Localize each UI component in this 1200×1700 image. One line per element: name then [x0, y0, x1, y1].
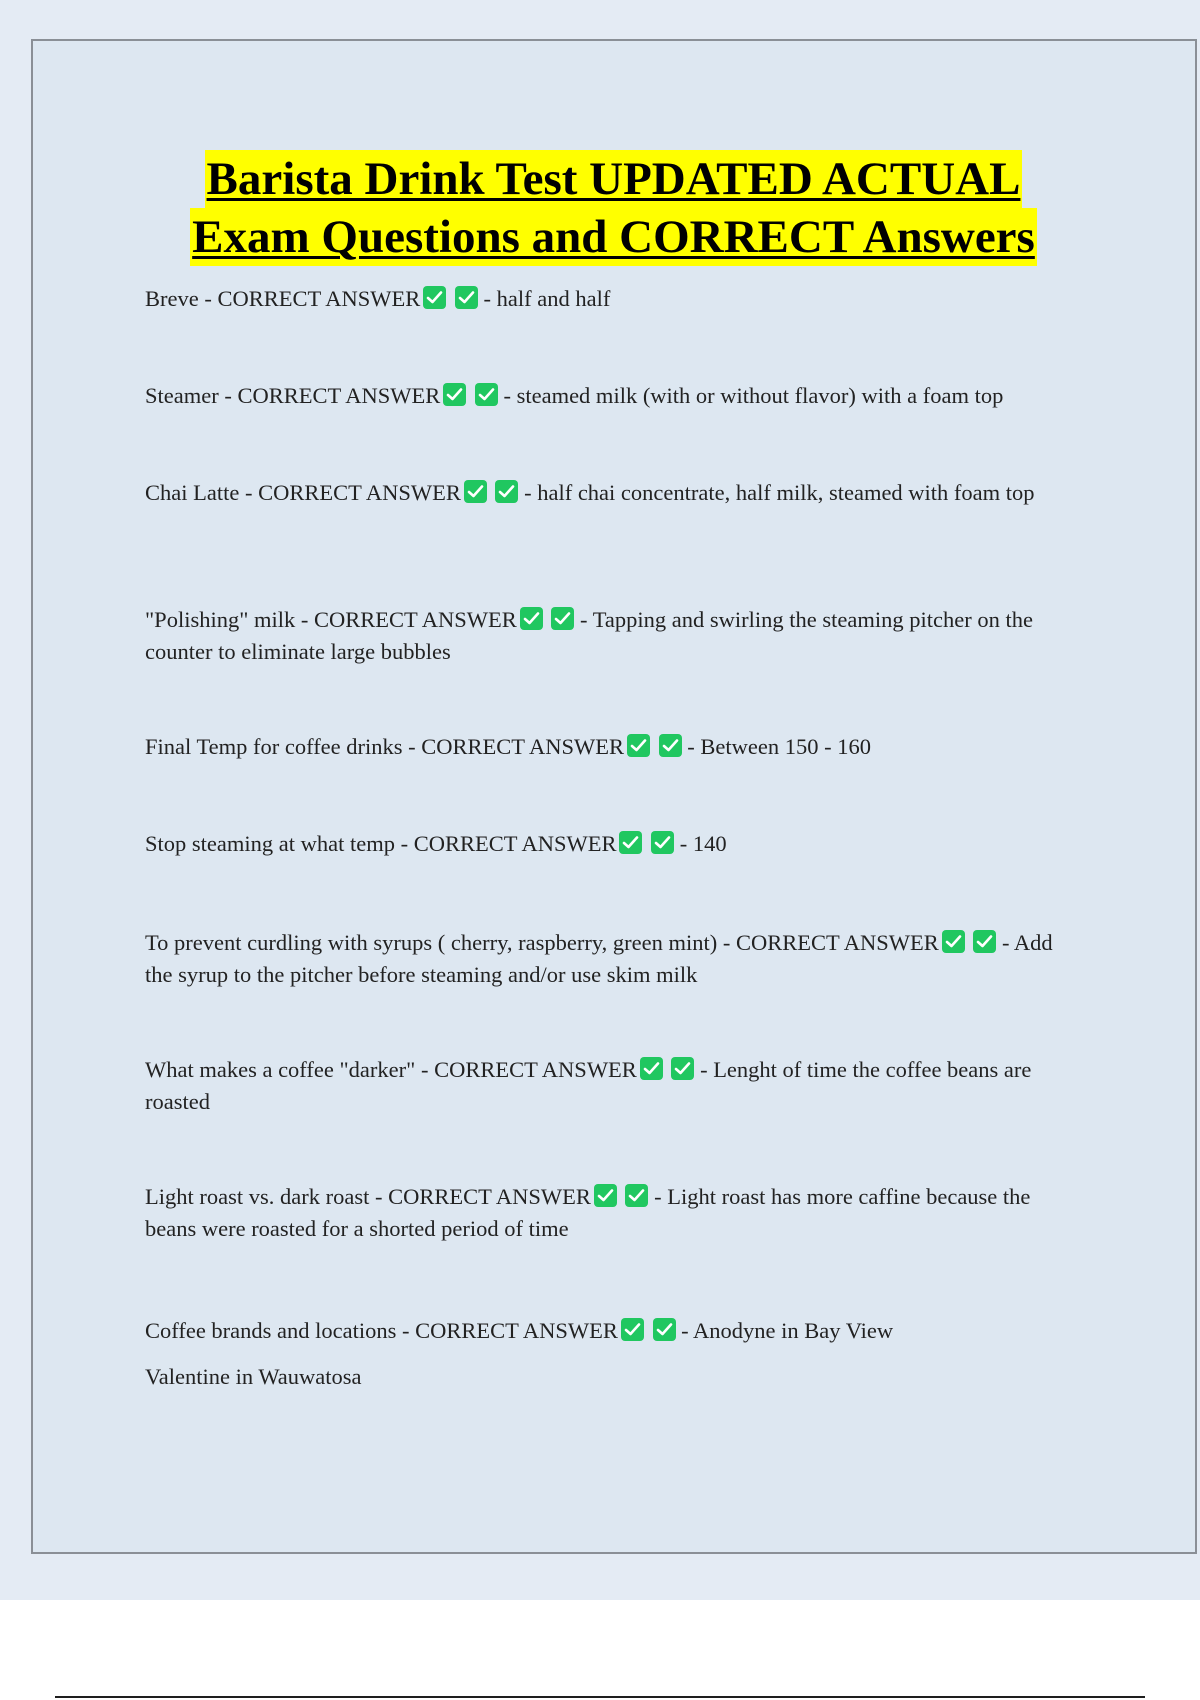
qa-tag: CORRECT ANSWER [217, 286, 421, 311]
qa-item-6: Stop steaming at what temp - CORRECT ANSWER - 140 [145, 831, 727, 856]
qa-question: To prevent curdling with syrups ( cherry, raspberry, green mint) [145, 930, 718, 955]
qa-item-1: Breve - CORRECT ANSWER - half and half [145, 286, 611, 311]
check-box-icon [423, 286, 446, 309]
check-box-icon [443, 383, 466, 406]
qa-item-9: Light roast vs. dark roast - CORRECT ANSWER - Light roast has more caffine because the beans were roasted for a shorted period of time [145, 1184, 1031, 1241]
check-box-icon [551, 607, 574, 630]
qa-answer: Add the syrup to the pitcher before steaming and/or use skim milk [145, 930, 1053, 987]
qa-answer: Light roast has more caffine because the beans were roasted for a shorted period of time [145, 1184, 1031, 1241]
check-box-icon [651, 831, 674, 854]
qa-item-5: Final Temp for coffee drinks - CORRECT ANSWER - Between 150 - 160 [145, 734, 871, 759]
check-box-icon [625, 1184, 648, 1207]
document-title [0, 150, 1200, 266]
qa-tag: CORRECT ANSWER [237, 383, 441, 408]
bottom-divider [55, 1696, 1145, 1698]
qa-tag: CORRECT ANSWER [258, 480, 461, 505]
qa-item-4: "Polishing" milk - CORRECT ANSWER - Tapping and swirling the steaming pitcher on the counter to eliminate large bubbles [145, 607, 1033, 664]
check-box-icon [973, 930, 996, 953]
check-box-icon [627, 734, 650, 757]
check-box-icon [520, 607, 543, 630]
qa-answer: 140 [692, 831, 727, 856]
qa-question: Stop steaming at what temp [145, 831, 395, 856]
qa-item-7: To prevent curdling with syrups ( cherry, raspberry, green mint) - CORRECT ANSWER - Add the syrup to the pitcher before steaming and/or use skim milk [145, 930, 1053, 987]
title-line-2: Exam Questions and CORRECT Answers [190, 208, 1037, 266]
check-box-icon [671, 1057, 694, 1080]
qa-tag: CORRECT ANSWER [413, 831, 617, 856]
check-box-icon [619, 831, 642, 854]
qa-item-10: Coffee brands and locations - CORRECT ANSWER - Anodyne in Bay View Valentine in Wauwatosa [145, 1318, 894, 1389]
qa-question: What makes a coffee "darker" [145, 1057, 416, 1082]
qa-answer-extra: Valentine in Wauwatosa [145, 1364, 362, 1389]
qa-answer: Lenght of time the coffee beans are roasted [145, 1057, 1032, 1114]
check-box-icon [475, 383, 498, 406]
qa-answer: Anodyne in Bay View [693, 1318, 894, 1343]
qa-question: Steamer [145, 383, 219, 408]
check-box-icon [653, 1318, 676, 1341]
qa-answer: half and half [496, 286, 611, 311]
qa-tag: CORRECT ANSWER [388, 1184, 591, 1209]
qa-question: Light roast vs. dark roast [145, 1184, 370, 1209]
qa-tag: CORRECT ANSWER [434, 1057, 637, 1082]
qa-answer: Between 150 - 160 [700, 734, 871, 759]
check-box-icon [464, 480, 487, 503]
qa-tag: CORRECT ANSWER [314, 607, 517, 632]
check-box-icon [594, 1184, 617, 1207]
qa-answer: Tapping and swirling the steaming pitcher on the counter to eliminate large bubbles [145, 607, 1033, 664]
qa-question: Final Temp for coffee drinks [145, 734, 403, 759]
check-box-icon [659, 734, 682, 757]
check-box-icon [621, 1318, 644, 1341]
check-box-icon [640, 1057, 663, 1080]
qa-item-2: Steamer - CORRECT ANSWER - steamed milk (with or without flavor) with a foam top [145, 383, 1004, 408]
check-box-icon [495, 480, 518, 503]
qa-question: Coffee brands and locations [145, 1318, 397, 1343]
qa-question: Chai Latte [145, 480, 240, 505]
check-box-icon [455, 286, 478, 309]
qa-tag: CORRECT ANSWER [421, 734, 625, 759]
qa-tag: CORRECT ANSWER [735, 930, 939, 955]
qa-answer: steamed milk (with or without flavor) with a foam top [516, 383, 1004, 408]
check-box-icon [942, 930, 965, 953]
qa-item-8: What makes a coffee "darker" - CORRECT ANSWER - Lenght of time the coffee beans are roasted [145, 1057, 1032, 1114]
qa-tag: CORRECT ANSWER [415, 1318, 618, 1343]
qa-item-3: Chai Latte - CORRECT ANSWER - half chai concentrate, half milk, steamed with foam top [145, 480, 1035, 505]
qa-answer: half chai concentrate, half milk, steamed with foam top [537, 480, 1035, 505]
qa-question: "Polishing" milk [145, 607, 296, 632]
qa-question: Breve [145, 286, 199, 311]
title-line-1: Barista Drink Test UPDATED ACTUAL [205, 150, 1023, 208]
